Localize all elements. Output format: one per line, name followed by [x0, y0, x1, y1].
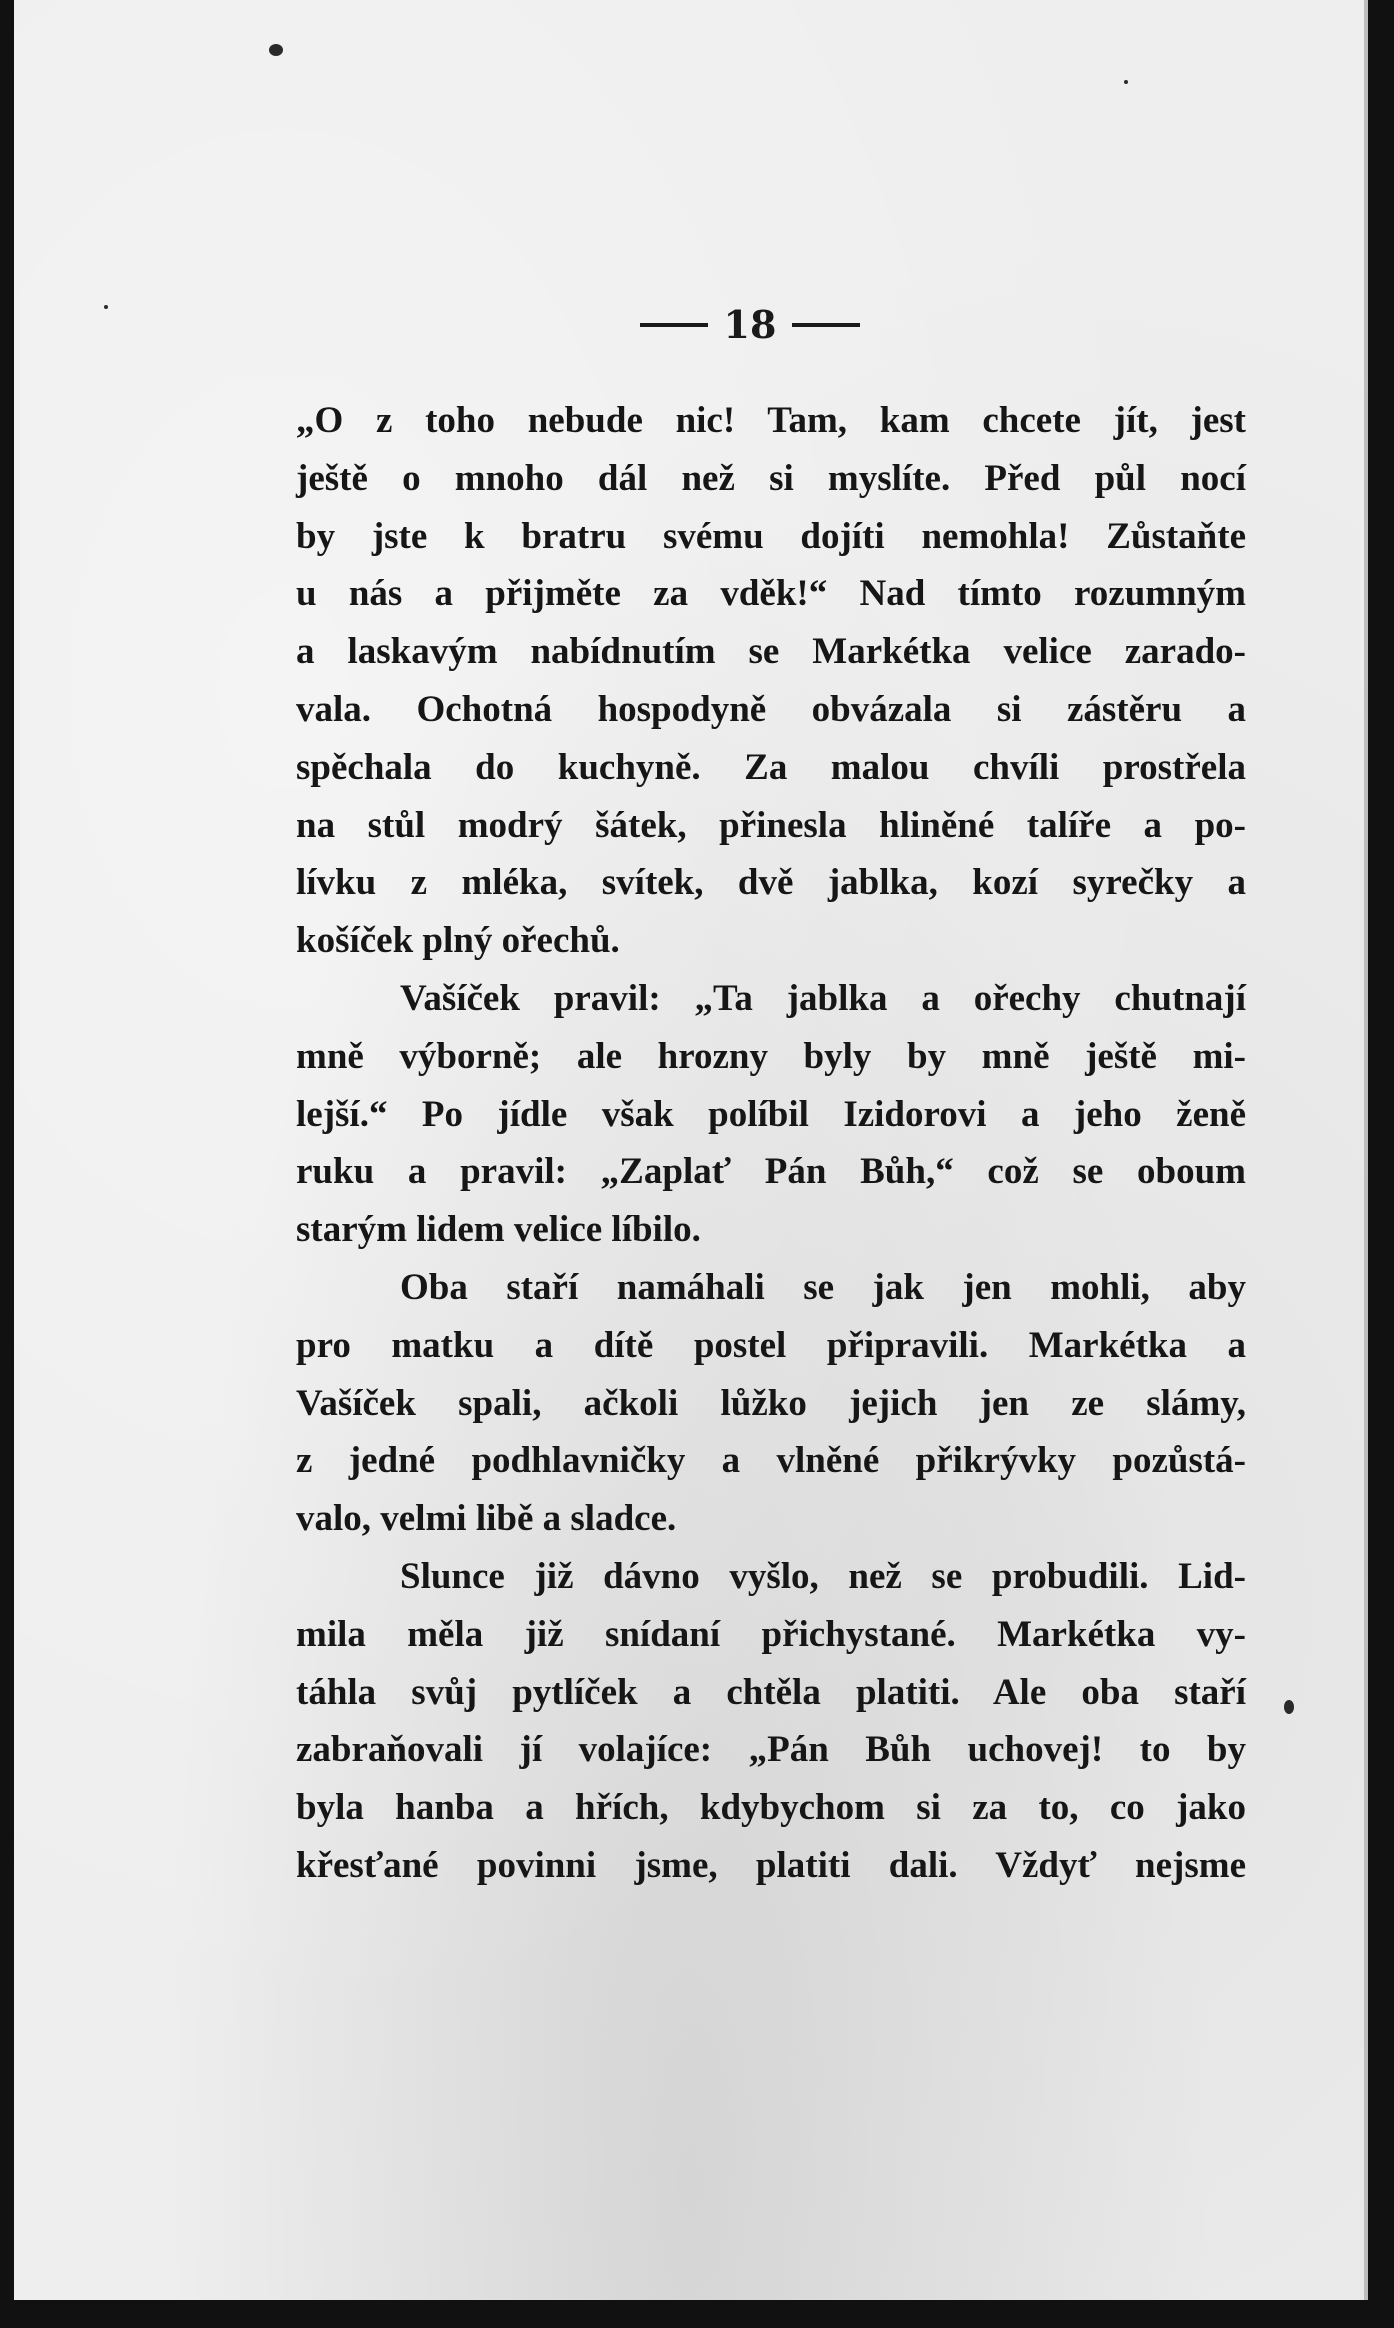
text-line: u nás a přijměte za vděk!“ Nad tímto rozumným: [296, 573, 1246, 615]
text-line: a laskavým nabídnutím se Markétka velice zarado-: [296, 631, 1246, 673]
text-line: „O z toho nebude nic! Tam, kam chcete jít, jest: [296, 400, 1246, 441]
text-line: pro matku a dítě postel připravili. Markétka a: [296, 1324, 1246, 1366]
page-number-dash-left: [640, 323, 708, 327]
text-line: mně výborně; ale hrozny byly by mně ještě mi-: [296, 1035, 1246, 1077]
text-line: ještě o mnoho dál než si myslíte. Před půl nocí: [296, 457, 1246, 499]
text-line: košíček plný ořechů.: [296, 920, 620, 962]
text-line: táhla svůj pytlíček a chtěla platiti. Ale oba staří: [296, 1671, 1246, 1713]
text-line: křesťané povinni jsme, platiti dali. Vždyť nejsme: [296, 1844, 1246, 1886]
text-line: Oba staří namáhali se jak jen mohli, aby: [400, 1266, 1246, 1308]
ink-speck: [104, 305, 108, 309]
text-line: z jedné podhlavničky a vlněné přikrývky pozůstá-: [296, 1440, 1246, 1482]
text-line: na stůl modrý šátek, přinesla hliněné talíře a po-: [296, 804, 1246, 846]
text-line: starým lidem velice líbilo.: [296, 1209, 701, 1251]
page-number-dash-right: [792, 323, 860, 327]
text-line: lejší.“ Po jídle však políbil Izidorovi a jeho ženě: [296, 1093, 1246, 1135]
text-line: Vašíček pravil: „Ta jablka a ořechy chutnají: [400, 977, 1246, 1019]
ink-speck: [269, 44, 283, 56]
text-line: spěchala do kuchyně. Za malou chvíli prostřela: [296, 746, 1246, 788]
text-line: Slunce již dávno vyšlo, než se probudili. Lid-: [400, 1555, 1246, 1597]
text-line: ruku a pravil: „Zaplať Pán Bůh,“ což se oboum: [296, 1151, 1246, 1193]
ink-speck: [1124, 80, 1128, 84]
text-line: zabraňovali jí volajíce: „Pán Bůh uchovej! to by: [296, 1729, 1246, 1771]
text-line: valo, velmi libě a sladce.: [296, 1498, 677, 1540]
text-line: vala. Ochotná hospodyně obvázala si zástěru a: [296, 688, 1246, 730]
page-number: [600, 302, 900, 347]
text-line: byla hanba a hřích, kdybychom si za to, co jako: [296, 1787, 1246, 1829]
text-line: by jste k bratru svému dojíti nemohla! Zůstaňte: [296, 515, 1246, 557]
text-line: mila měla již snídaní přichystané. Markétka vy-: [296, 1613, 1246, 1655]
text-line: lívku z mléka, svítek, dvě jablka, kozí syrečky a: [296, 862, 1246, 904]
body-text: [296, 392, 1246, 1895]
page-number-text: 18: [723, 302, 777, 347]
ink-speck: [1284, 1700, 1294, 1714]
text-line: Vašíček spali, ačkoli lůžko jejich jen ze slámy,: [296, 1382, 1246, 1424]
